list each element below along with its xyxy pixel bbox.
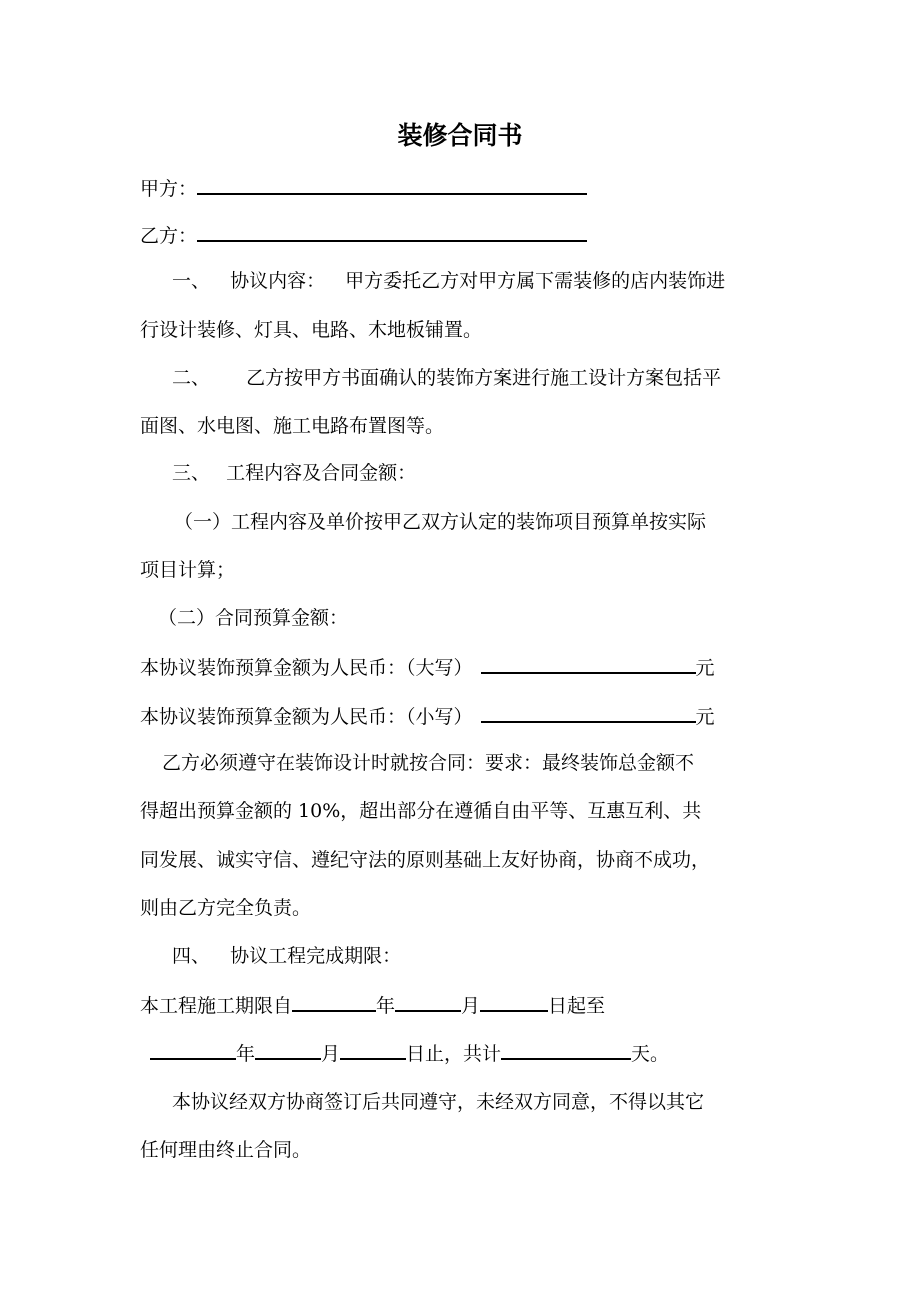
requirement-line1: 乙方必须遵守在装饰设计时就按合同：要求：最终装饰总金额不	[162, 752, 695, 774]
end-month-blank	[255, 1040, 321, 1060]
section3-sub1: （一）工程内容及单价按甲乙双方认定的装饰项目预算单按实际	[174, 511, 707, 533]
amount-upper-row	[140, 654, 715, 680]
party-a-blank	[197, 175, 587, 195]
section2-text: 乙方按甲方书面确认的装饰方案进行施工设计方案包括平	[246, 367, 722, 389]
end-month-unit: 月	[321, 1043, 341, 1065]
section1-num: 一、	[172, 270, 211, 292]
section2-line2: 面图、水电图、施工电路布置图等。	[140, 415, 445, 437]
section3-num: 三、	[172, 462, 211, 484]
total-days-blank	[501, 1040, 631, 1060]
start-day-blank	[480, 992, 548, 1012]
start-month-blank	[395, 992, 461, 1012]
section4-label: 协议工程完成期限：	[230, 945, 402, 967]
end-year-blank	[150, 1040, 236, 1060]
amount-upper-blank	[481, 654, 696, 674]
section1-line2: 行设计装修、灯具、电路、木地板铺置。	[140, 319, 483, 341]
section3-label: 工程内容及合同金额：	[226, 462, 417, 484]
amount-lower-label: 本协议装饰预算金额为人民币：（小写）	[140, 706, 473, 728]
end-suffix: 日止，共计	[406, 1043, 502, 1065]
start-year-blank	[292, 992, 376, 1012]
section1-text: 甲方委托乙方对甲方属下需装修的店内装饰进	[345, 270, 726, 292]
requirement-line4: 则由乙方完全负责。	[140, 897, 312, 919]
section1-heading	[172, 269, 725, 293]
amount-lower-unit: 元	[695, 706, 715, 728]
party-a-label: 甲方：	[140, 178, 198, 200]
party-b-row	[140, 222, 587, 248]
period-end-row	[150, 1040, 669, 1066]
end-year-unit: 年	[236, 1043, 256, 1065]
amount-lower-row	[140, 703, 715, 729]
section3-sub2: （二）合同预算金额：	[158, 607, 349, 629]
start-month-unit: 月	[461, 995, 481, 1017]
amount-lower-blank	[481, 703, 696, 723]
closing-line1: 本协议经双方协商签订后共同遵守，未经双方同意，不得以其它	[172, 1091, 705, 1113]
section2-num: 二、	[172, 367, 211, 389]
closing-line2: 任何理由终止合同。	[140, 1139, 312, 1161]
section3-heading	[172, 461, 416, 485]
period-start-label: 本工程施工期限自	[140, 995, 293, 1017]
party-b-blank	[197, 222, 587, 242]
requirement-line3: 同发展、诚实守信、遵纪守法的原则基础上友好协商，协商不成功，	[140, 849, 711, 871]
section2-heading	[172, 366, 721, 390]
document-title: 装修合同书	[397, 121, 523, 150]
period-start-row	[140, 992, 605, 1018]
party-b-label: 乙方：	[140, 225, 198, 247]
amount-upper-unit: 元	[695, 657, 715, 679]
start-suffix: 日起至	[548, 995, 606, 1017]
requirement-line2: 得超出预算金额的 10%，超出部分在遵循自由平等、互惠互利、共	[140, 800, 702, 822]
day-unit: 天。	[631, 1043, 670, 1065]
start-year-unit: 年	[376, 995, 396, 1017]
section1-label: 协议内容：	[230, 270, 326, 292]
amount-upper-label: 本协议装饰预算金额为人民币：（大写）	[140, 657, 473, 679]
end-day-blank	[340, 1040, 406, 1060]
section4-num: 四、	[172, 945, 211, 967]
section3-sub1-line2: 项目计算；	[140, 559, 236, 581]
section4-heading	[172, 944, 401, 968]
party-a-row	[140, 175, 587, 201]
